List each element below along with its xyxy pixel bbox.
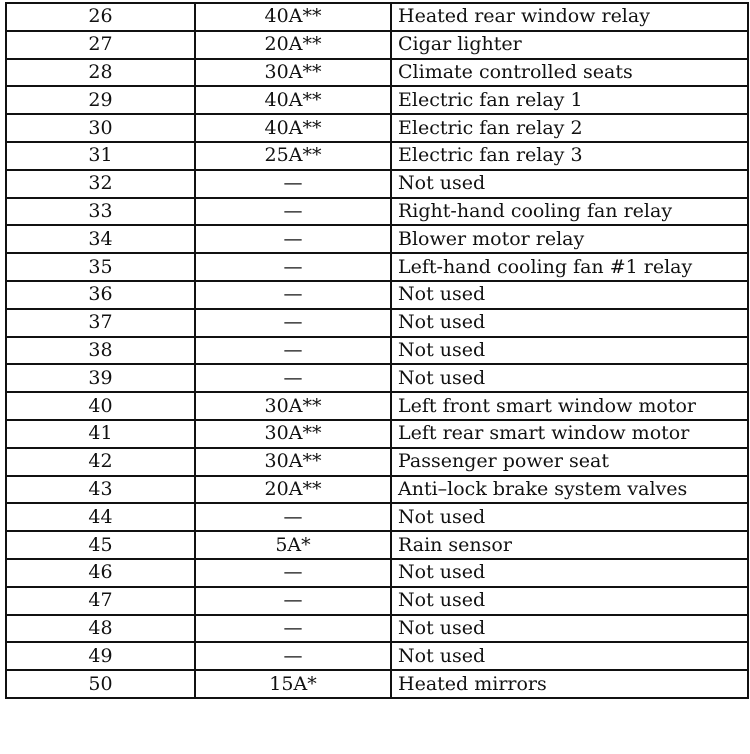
table-row xyxy=(6,559,748,587)
table-row xyxy=(6,476,748,504)
fuse-number-cell: 50 xyxy=(6,670,195,698)
fuse-amperage-cell: 40A** xyxy=(195,3,391,31)
fuse-number-cell: 28 xyxy=(6,59,195,87)
table-row xyxy=(6,31,748,59)
table-row xyxy=(6,615,748,643)
table-row xyxy=(6,392,748,420)
table-row xyxy=(6,587,748,615)
fuse-number-cell: 44 xyxy=(6,503,195,531)
fuse-number-cell: 47 xyxy=(6,587,195,615)
fuse-amperage-cell: — xyxy=(195,503,391,531)
fuse-amperage-cell: — xyxy=(195,337,391,365)
circuit-description-cell: Not used xyxy=(391,337,748,365)
table-row xyxy=(6,309,748,337)
fuse-number-cell: 33 xyxy=(6,198,195,226)
circuit-description-cell: Heated mirrors xyxy=(391,670,748,698)
fuse-amperage-cell: — xyxy=(195,309,391,337)
table-row xyxy=(6,86,748,114)
circuit-description-cell: Not used xyxy=(391,309,748,337)
fuse-number-cell: 41 xyxy=(6,420,195,448)
table-row xyxy=(6,281,748,309)
fuse-amperage-cell: 30A** xyxy=(195,392,391,420)
fuse-amperage-cell: 40A** xyxy=(195,114,391,142)
circuit-description-cell: Not used xyxy=(391,559,748,587)
fuse-number-cell: 37 xyxy=(6,309,195,337)
circuit-description-cell: Electric fan relay 2 xyxy=(391,114,748,142)
table-row xyxy=(6,531,748,559)
circuit-description-cell: Not used xyxy=(391,281,748,309)
fuse-amperage-cell: 15A* xyxy=(195,670,391,698)
fuse-amperage-cell: 30A** xyxy=(195,448,391,476)
circuit-description-cell: Not used xyxy=(391,642,748,670)
table-row xyxy=(6,170,748,198)
table-row xyxy=(6,3,748,31)
table-row xyxy=(6,642,748,670)
fuse-amperage-cell: — xyxy=(195,615,391,643)
fuse-amperage-cell: 30A** xyxy=(195,420,391,448)
circuit-description-cell: Electric fan relay 1 xyxy=(391,86,748,114)
fuse-amperage-cell: — xyxy=(195,559,391,587)
circuit-description-cell: Anti–lock brake system valves xyxy=(391,476,748,504)
table-row xyxy=(6,142,748,170)
fuse-amperage-cell: — xyxy=(195,253,391,281)
fuse-amperage-cell: — xyxy=(195,225,391,253)
circuit-description-cell: Heated rear window relay xyxy=(391,3,748,31)
circuit-description-cell: Not used xyxy=(391,587,748,615)
fuse-number-cell: 48 xyxy=(6,615,195,643)
circuit-description-cell: Not used xyxy=(391,615,748,643)
fuse-number-cell: 30 xyxy=(6,114,195,142)
fuse-number-cell: 32 xyxy=(6,170,195,198)
fuse-amperage-cell: 40A** xyxy=(195,86,391,114)
circuit-description-cell: Left-hand cooling fan #1 relay xyxy=(391,253,748,281)
fuse-number-cell: 27 xyxy=(6,31,195,59)
fuse-number-cell: 45 xyxy=(6,531,195,559)
fuse-number-cell: 49 xyxy=(6,642,195,670)
circuit-description-cell: Not used xyxy=(391,503,748,531)
table-row xyxy=(6,253,748,281)
fuse-amperage-cell: 25A** xyxy=(195,142,391,170)
table-row xyxy=(6,225,748,253)
fuse-amperage-cell: 5A* xyxy=(195,531,391,559)
fuse-number-cell: 38 xyxy=(6,337,195,365)
fuse-number-cell: 42 xyxy=(6,448,195,476)
table-row xyxy=(6,364,748,392)
circuit-description-cell: Passenger power seat xyxy=(391,448,748,476)
table-row xyxy=(6,198,748,226)
table-row xyxy=(6,59,748,87)
fuse-amperage-cell: — xyxy=(195,281,391,309)
fuse-table-body xyxy=(6,3,748,698)
fuse-amperage-cell: — xyxy=(195,642,391,670)
fuse-number-cell: 26 xyxy=(6,3,195,31)
table-row xyxy=(6,448,748,476)
fuse-number-cell: 40 xyxy=(6,392,195,420)
fuse-amperage-cell: — xyxy=(195,364,391,392)
circuit-description-cell: Not used xyxy=(391,364,748,392)
table-row xyxy=(6,114,748,142)
fuse-number-cell: 29 xyxy=(6,86,195,114)
fuse-number-cell: 46 xyxy=(6,559,195,587)
fuse-number-cell: 36 xyxy=(6,281,195,309)
circuit-description-cell: Climate controlled seats xyxy=(391,59,748,87)
table-row xyxy=(6,670,748,698)
fuse-number-cell: 39 xyxy=(6,364,195,392)
circuit-description-cell: Rain sensor xyxy=(391,531,748,559)
circuit-description-cell: Left front smart window motor xyxy=(391,392,748,420)
fuse-amperage-cell: — xyxy=(195,198,391,226)
fuse-table xyxy=(5,2,749,699)
circuit-description-cell: Right-hand cooling fan relay xyxy=(391,198,748,226)
circuit-description-cell: Cigar lighter xyxy=(391,31,748,59)
circuit-description-cell: Left rear smart window motor xyxy=(391,420,748,448)
fuse-amperage-cell: — xyxy=(195,587,391,615)
fuse-number-cell: 35 xyxy=(6,253,195,281)
table-row xyxy=(6,503,748,531)
fuse-amperage-cell: — xyxy=(195,170,391,198)
fuse-amperage-cell: 30A** xyxy=(195,59,391,87)
fuse-number-cell: 43 xyxy=(6,476,195,504)
table-row xyxy=(6,420,748,448)
fuse-number-cell: 31 xyxy=(6,142,195,170)
circuit-description-cell: Blower motor relay xyxy=(391,225,748,253)
fuse-amperage-cell: 20A** xyxy=(195,31,391,59)
fuse-amperage-cell: 20A** xyxy=(195,476,391,504)
fuse-number-cell: 34 xyxy=(6,225,195,253)
table-row xyxy=(6,337,748,365)
circuit-description-cell: Not used xyxy=(391,170,748,198)
circuit-description-cell: Electric fan relay 3 xyxy=(391,142,748,170)
